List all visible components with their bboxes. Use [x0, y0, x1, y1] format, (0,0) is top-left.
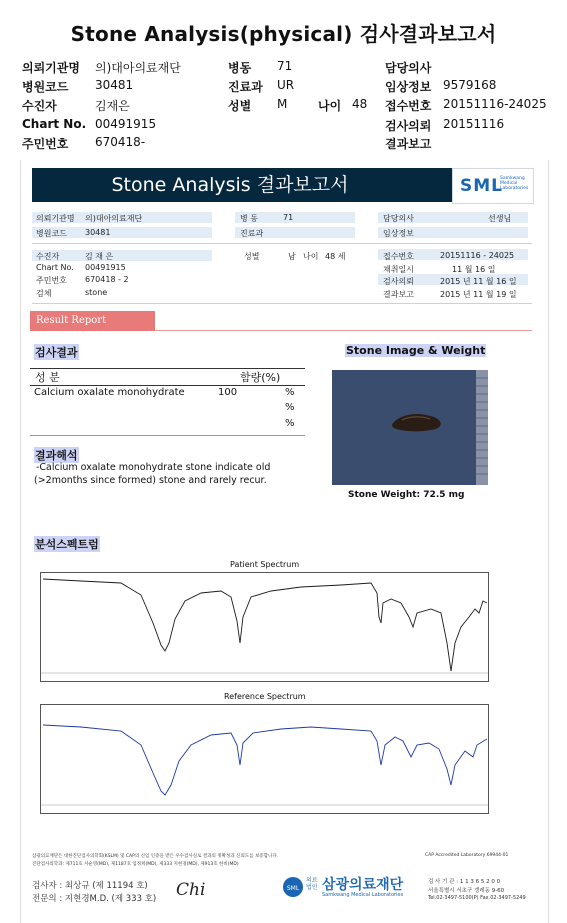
stone-photo-graphic [332, 370, 488, 485]
age-value: 48 [352, 97, 368, 111]
r-code-label: 병원코드 [36, 229, 67, 238]
reference-spectrum-title: Reference Spectrum [224, 692, 306, 701]
examiner: 검사자 : 최상규 (제 11194 호) [32, 881, 148, 891]
reference-spectrum-plot [40, 704, 489, 814]
org-address: 서울특별시 서초구 갱레동 9-60 [428, 888, 505, 894]
stone-image-heading: Stone Image & Weight [346, 344, 486, 357]
chart-value: 00491915 [95, 117, 157, 131]
specialist: 전문의 : 지현경M.D. (제 333 호) [32, 894, 157, 904]
result-row-unit: % [285, 402, 295, 413]
doctor-label: 담당의사 [385, 61, 432, 75]
sml-logo-sub: Samkwang Medical Laboratories [500, 176, 529, 191]
content-col-header: 함량(%) [240, 371, 281, 384]
r-specimen-value: stone [85, 288, 108, 297]
r-inst-value: 의)대아의료재단 [85, 214, 143, 223]
component-col-header: 성 분 [35, 371, 60, 384]
sml-logo: SML [460, 176, 503, 196]
r-sex-value: 남 [288, 252, 296, 261]
r-patient-value: 김 재 은 [85, 252, 114, 261]
result-report-title: Result Report [36, 315, 107, 326]
r-specimen-label: 검체 [36, 289, 52, 298]
rrn-value: 670418- [95, 135, 146, 149]
result-row-unit: % [285, 418, 295, 429]
r-age-label: 나이 [303, 252, 319, 261]
r-code-value: 30481 [85, 228, 111, 237]
r-requested-label: 검사의뢰 [383, 277, 414, 286]
code-value: 30481 [95, 78, 134, 92]
r-ward-label: 병 동 [240, 214, 258, 223]
svg-text:SML: SML [286, 885, 300, 892]
result-report-rule [155, 330, 532, 331]
r-chart-label: Chart No. [36, 263, 74, 272]
r-collected-value: 11 월 16 일 [452, 265, 496, 274]
patient-spectrum-plot [40, 572, 489, 682]
patient-value: 김재은 [95, 99, 130, 113]
accession-label: 접수번호 [385, 99, 432, 113]
patient-label: 수진자 [22, 99, 57, 113]
r-collected-label: 채취일시 [383, 265, 414, 274]
org-logo-icon [282, 876, 304, 898]
accession-value: 20151116-24025 [443, 97, 547, 111]
r-reported-value: 2015 년 11 월 19 일 [440, 290, 517, 299]
patient-spectrum-graphic [41, 573, 488, 681]
org-name-en: Samkwang Medical Laboratories [322, 892, 404, 898]
dept-label: 진료과 [228, 80, 263, 94]
sex-value: M [277, 97, 288, 111]
exam-result-heading: 검사결과 [35, 346, 78, 359]
r-dept-label: 진료과 [240, 229, 264, 238]
inst-value: 의)대아의료재단 [95, 61, 181, 75]
ward-label: 병동 [228, 61, 252, 75]
org-badge: 의료법인 [306, 877, 318, 891]
cap-accreditation: CAP Accredited Laboratory 69944-01 [425, 853, 509, 858]
request-label: 검사의뢰 [385, 119, 432, 133]
org-phone: Tel.02-3497-5100(P) Fax.02-3497-5249 [428, 895, 526, 901]
age-label: 나이 [318, 99, 342, 113]
inst-label: 의뢰기관명 [22, 61, 80, 75]
request-value: 20151116 [443, 117, 505, 131]
footer-note-1: 삼광의료재단은 대한진단검사의학회(KSLM) 및 CAP의 신임 인증을 받은 우수검사실로 결과의 정확성과 신뢰도를 보증합니다. [32, 854, 279, 859]
result-row-value: 100 [218, 387, 238, 398]
code-label: 병원코드 [22, 80, 69, 94]
r-accession-label: 접수번호 [383, 252, 414, 261]
page-title: Stone Analysis(physical) 검사결과보고서 [70, 22, 497, 46]
clinical-label: 임상정보 [385, 80, 432, 94]
r-chart-value: 00491915 [85, 263, 126, 272]
interpretation-line-1: -Calcium oxalate monohydrate stone indicate old [36, 462, 271, 473]
rrn-label: 주민번호 [22, 137, 69, 151]
spectrum-heading: 분석스펙트럼 [35, 538, 99, 551]
chart-label: Chart No. [22, 117, 87, 131]
r-clinical-label: 임상정보 [383, 229, 414, 238]
footer-note-2: 진단검사의학과: 제711호 서순영(MD), 제1187호 임정희(MD), 제333 지현경(MD), 제913호 한비(MD) [32, 862, 239, 867]
result-row-unit: % [285, 387, 295, 398]
stone-weight: Stone Weight: 72.5 mg [348, 490, 465, 500]
r-rrn-value: 670418 - 2 [85, 275, 129, 284]
r-patient-label: 수진자 [36, 252, 60, 261]
clinical-value: 9579168 [443, 78, 497, 92]
signature: Chi [176, 880, 206, 900]
interpretation-line-2: (>2months since formed) stone and rarely recur. [34, 475, 267, 486]
r-inst-label: 의뢰기관명 [36, 214, 75, 223]
r-accession-value: 20151116 - 24025 [440, 251, 515, 260]
r-requested-value: 2015 년 11 월 16 일 [440, 277, 517, 286]
banner-title: Stone Analysis 결과보고서 [111, 174, 349, 196]
r-rrn-label: 주민번호 [36, 276, 67, 285]
dept-value: UR [277, 78, 295, 92]
ward-value: 71 [277, 59, 293, 73]
r-reported-label: 결과보고 [383, 290, 414, 299]
r-ward-value: 71 [283, 213, 294, 222]
reference-spectrum-graphic [41, 705, 488, 813]
r-sex-label: 성별 [244, 252, 260, 261]
sex-label: 성별 [228, 99, 252, 113]
r-age-value: 48 세 [325, 252, 346, 261]
r-doctor-value: 선생님 [488, 214, 512, 223]
r-doctor-label: 담당의사 [383, 214, 414, 223]
result-row-name: Calcium oxalate monohydrate [34, 387, 185, 398]
report-label: 결과보고 [385, 137, 432, 151]
patient-spectrum-title: Patient Spectrum [230, 560, 300, 569]
stone-photo [332, 370, 488, 485]
org-name: 삼광의료재단 [322, 877, 404, 893]
org-code: 검 사 기 관 : 1 1 3 6 5 2 0 0 [428, 879, 501, 885]
interpretation-heading: 결과해석 [35, 449, 78, 462]
